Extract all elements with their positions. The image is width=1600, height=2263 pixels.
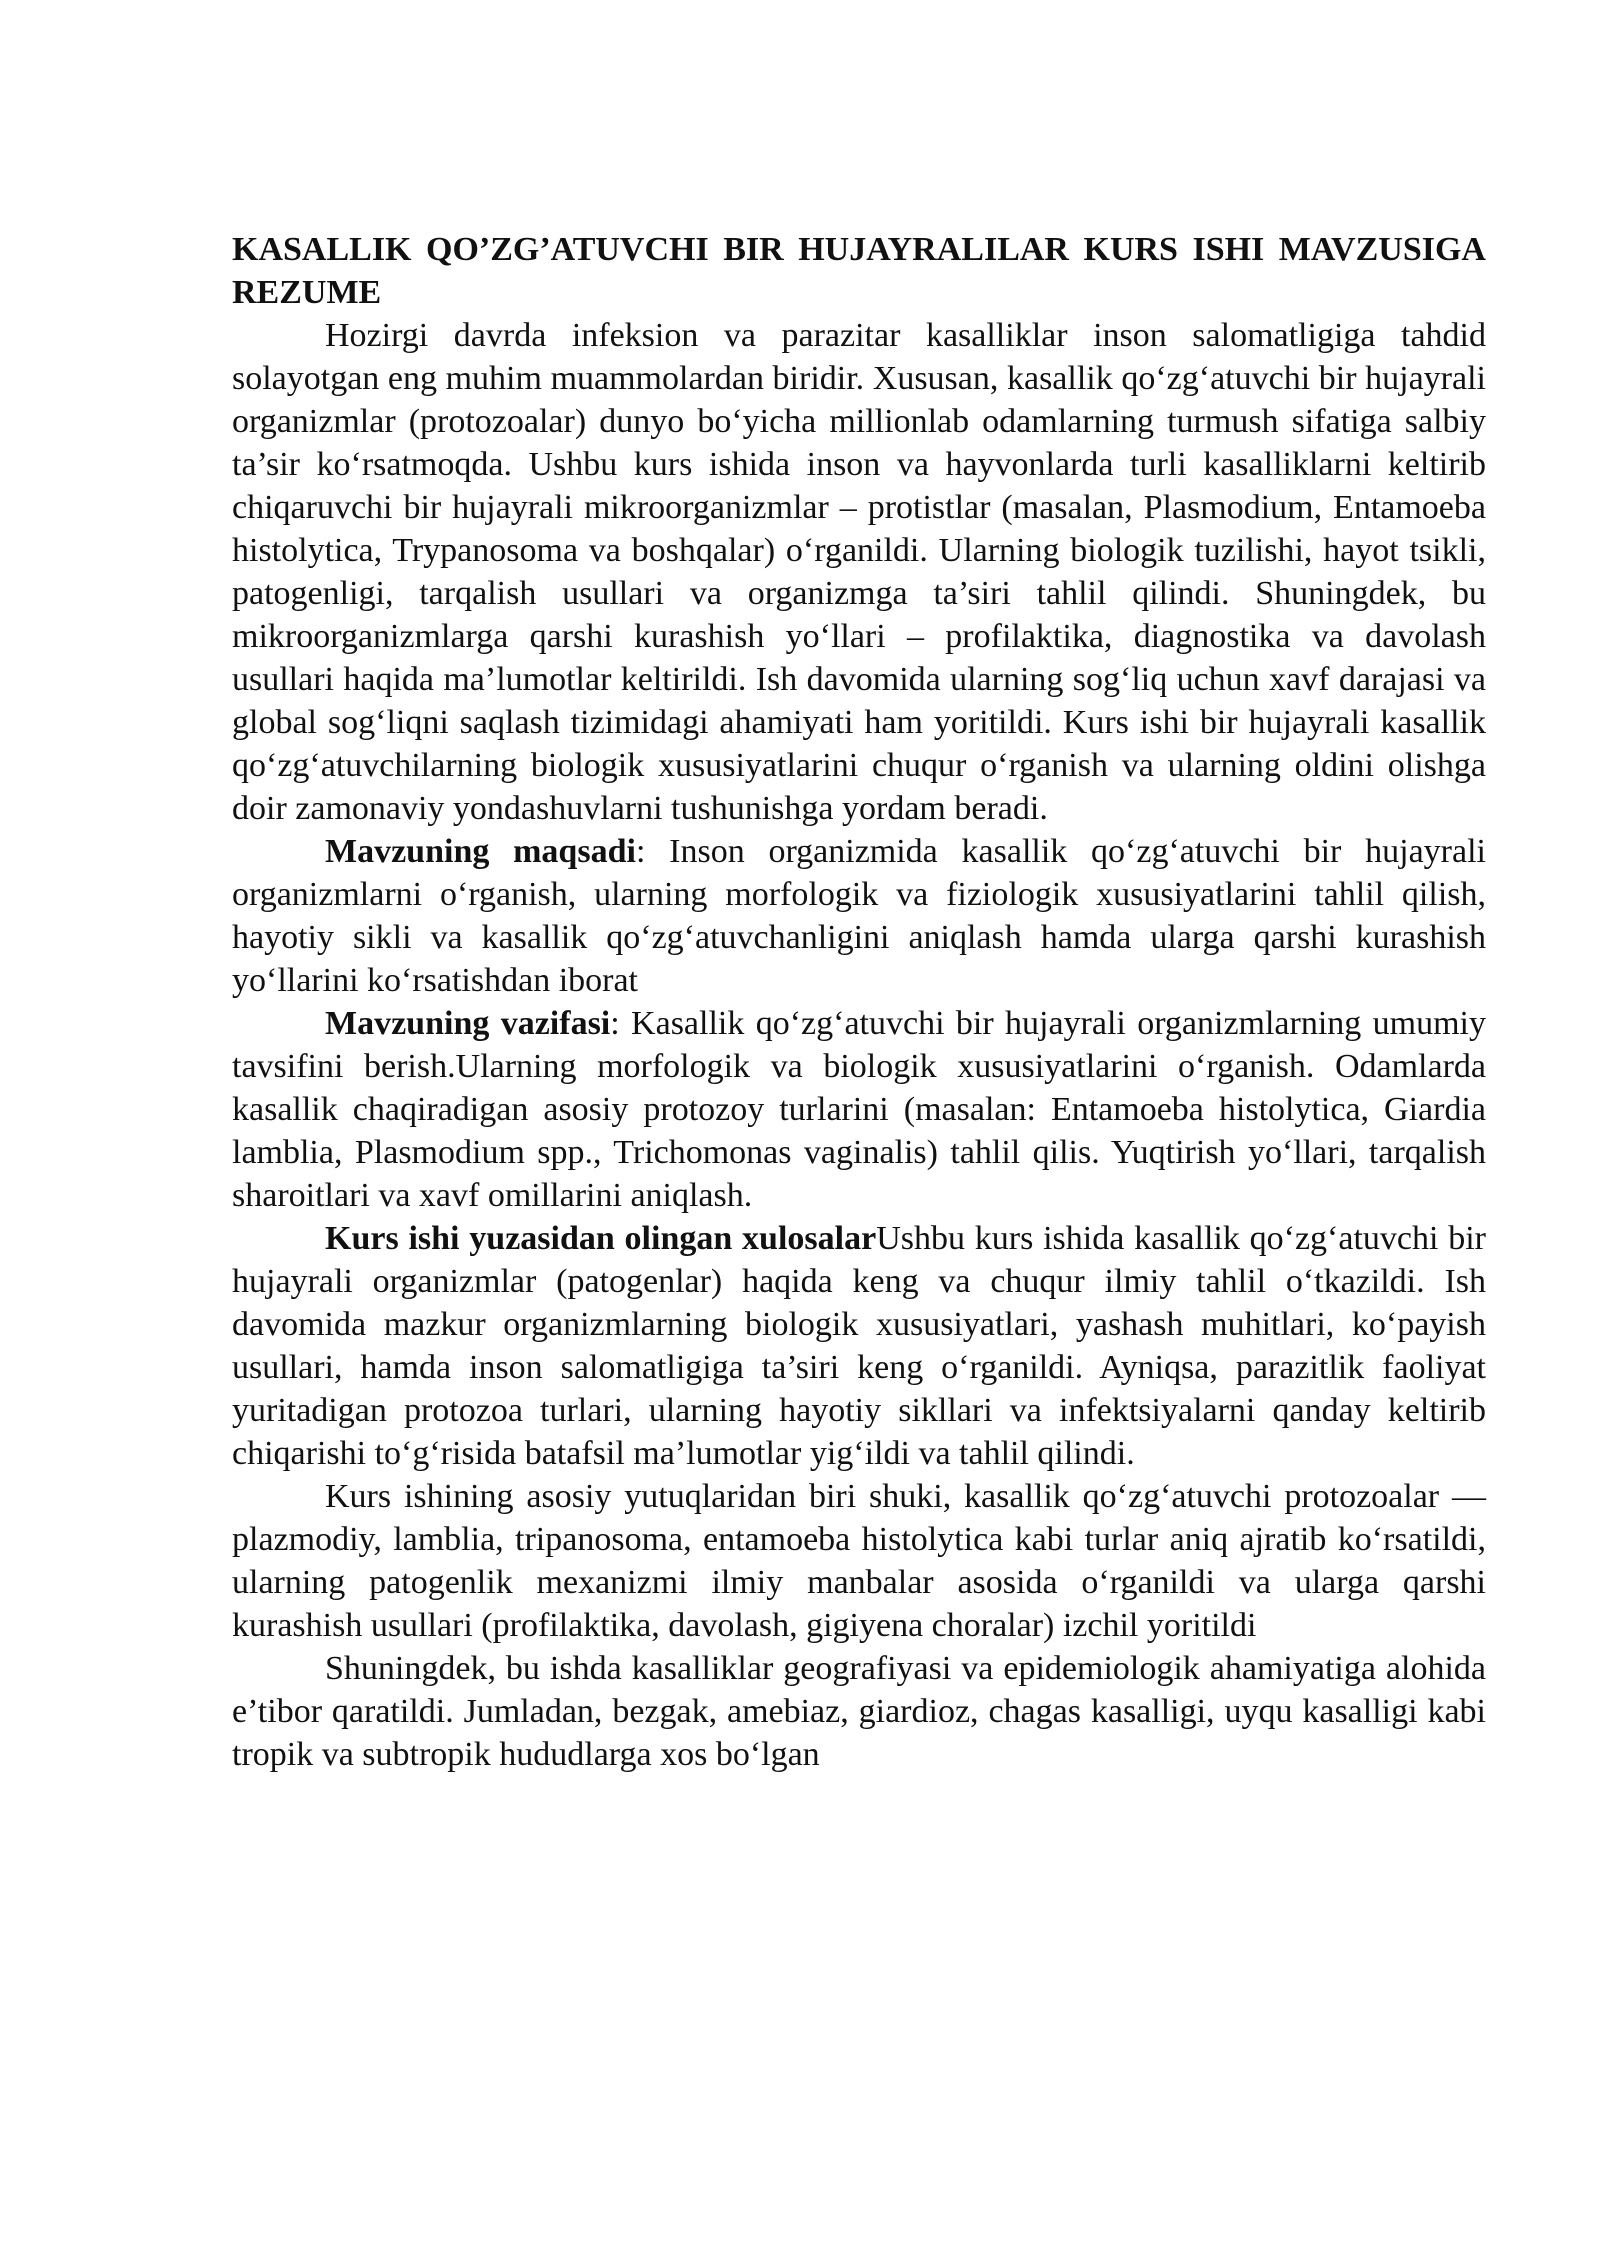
task-paragraph: [232, 1002, 1486, 1217]
geography-paragraph: Shuningdek, bu ishda kasalliklar geografiyasi va epidemiologik ahamiyatiga alohida e’tibor qaratildi. Jumladan, bezgak, amebiaz, giardioz, chagas kasalligi, uyqu kasalligi kabi tropik va subtropik hududlarga xos bo‘lgan: [232, 1650, 1486, 1773]
conclusion-text: Ushbu kurs ishida kasallik qo‘zg‘atuvchi bir hujayrali organizmlar (patogenlar) haqida keng va chuqur ilmiy tahlil o‘tkazildi. Ish davomida mazkur organizmlarning biologik xususiyatlari, yashash muhitlari, ko‘payish usullari, hamda inson salomatligiga ta’siri keng o‘rganildi. Ayniqsa, parazitlik faoliyat yuritadigan protozoa turlari, ularning hayotiy sikllari va infektsiyalarni qanday keltirib chiqarishi to‘g‘risida batafsil ma’lumotlar yig‘ildi va tahlil qilindi.: [232, 1220, 1486, 1472]
document-title: KASALLIK QO’ZG’ATUVCHI BIR HUJAYRALILAR KURS ISHI MAVZUSIGA REZUME: [232, 231, 1486, 311]
goal-paragraph: [232, 830, 1486, 1002]
intro-paragraph: Hozirgi davrda infeksion va parazitar kasalliklar inson salomatligiga tahdid solayotgan eng muhim muammolardan biridir. Xususan, kasallik qo‘zg‘atuvchi bir hujayrali organizmlar (protozoalar) dunyo bo‘yicha millionlab odamlarning turmush sifatiga salbiy ta’sir ko‘rsatmoqda. Ushbu kurs ishida inson va hayvonlarda turli kasalliklarni keltirib chiqaruvchi bir hujayrali mikroorganizmlar – protistlar (masalan, Plasmodium, Entamoeba histolytica, Trypanosoma va boshqalar) o‘rganildi. Ularning biologik tuzilishi, hayot tsikli, patogenligi, tarqalish usullari va organizmga ta’siri tahlil qilindi. Shuningdek, bu mikroorganizmlarga qarshi kurashish yo‘llari – profilaktika, diagnostika va davolash usullari haqida ma’lumotlar keltirildi. Ish davomida ularning sog‘liq uchun xavf darajasi va global sog‘liqni saqlash tizimidagi ahamiyati ham yoritildi. Kurs ishi bir hujayrali kasallik qo‘zg‘atuvchilarning biologik xususiyatlarini chuqur o‘rganish va ularning oldini olishga doir zamonaviy yondashuvlarni tushunishga yordam beradi.: [232, 317, 1486, 827]
task-label: Mavzuning vazifasi: [325, 1005, 611, 1042]
task-text: : Kasallik qo‘zg‘atuvchi bir hujayrali organizmlarning umumiy tavsifini berish.Ularning morfologik va biologik xususiyatlarini o‘rganish. Odamlarda kasallik chaqiradigan asosiy protozoy turlarini (masalan: Entamoeba histolytica, Giardia lamblia, Plasmodium spp., Trichomonas vaginalis) tahlil qilis. Yuqtirish yo‘llari, tarqalish sharoitlari va xavf omillarini aniqlash.: [232, 1005, 1486, 1214]
goal-label: Mavzuning maqsadi: [325, 833, 636, 870]
document-page: [232, 228, 1486, 1776]
conclusion-label: Kurs ishi yuzasidan olingan xulosalar: [325, 1220, 877, 1257]
goal-text: : Inson organizmida kasallik qo‘zg‘atuvchi bir hujayrali organizmlarni o‘rganish, ularning morfologik va fiziologik xususiyatlarini tahlil qilish, hayotiy sikli va kasallik qo‘zg‘atuvchanligini aniqlash hamda ularga qarshi kurashish yo‘llarini ko‘rsatishdan iborat: [232, 833, 1486, 999]
conclusion-paragraph: [232, 1217, 1486, 1475]
achievements-paragraph: Kurs ishining asosiy yutuqlaridan biri shuki, kasallik qo‘zg‘atuvchi protozoalar — plazmodiy, lamblia, tripanosoma, entamoeba histolytica kabi turlar aniq ajratib ko‘rsatildi, ularning patogenlik mexanizmi ilmiy manbalar asosida o‘rganildi va ularga qarshi kurashish usullari (profilaktika, davolash, gigiyena choralar) izchil yoritildi: [232, 1478, 1486, 1644]
